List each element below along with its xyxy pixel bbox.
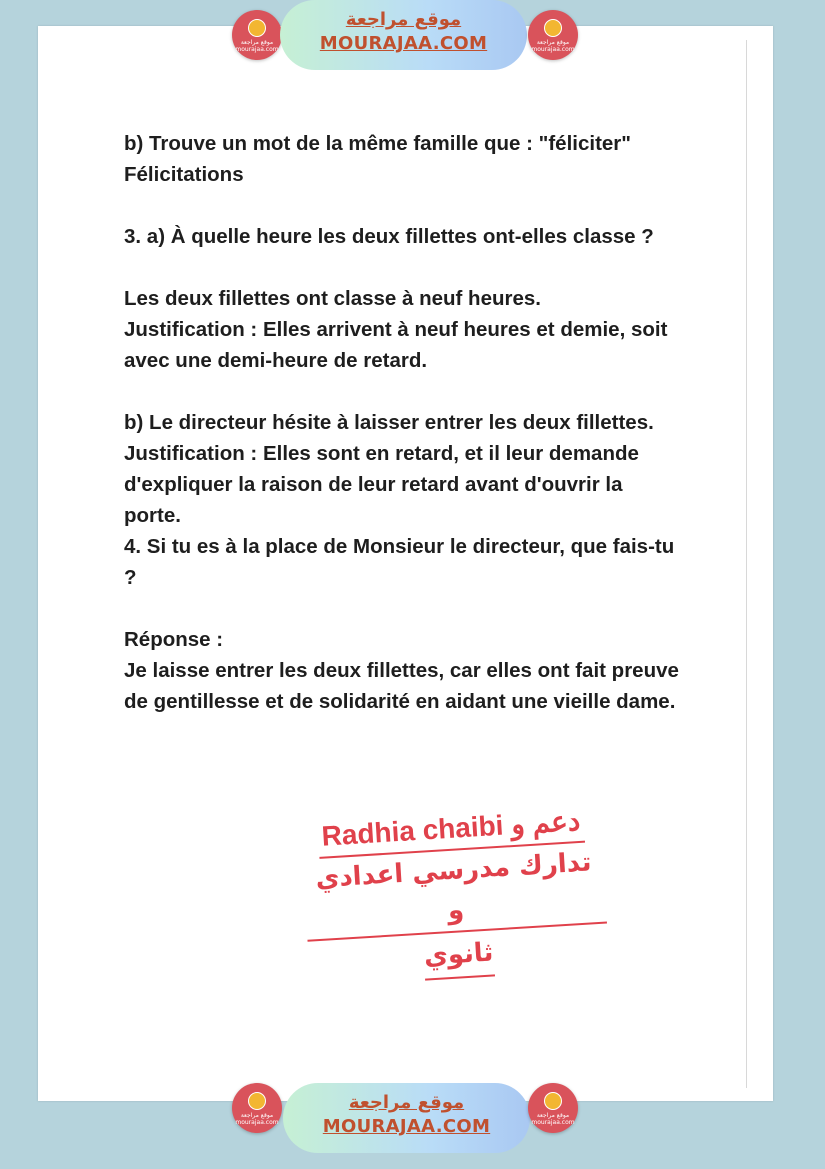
- text-line: Les deux fillettes ont classe à neuf heures.: [124, 287, 541, 310]
- banner-site-link[interactable]: MOURAJAA.COM: [319, 33, 488, 54]
- site-logo-right-top: [528, 10, 578, 60]
- site-logo-right-bottom: [528, 1083, 578, 1133]
- banner-arabic[interactable]: موقع مراجعة: [348, 1092, 465, 1113]
- logo-text: موقع مراجعة mourajaa.com: [531, 39, 575, 53]
- stamp-line: ثانوي: [423, 930, 495, 980]
- banner-arabic[interactable]: موقع مراجعة: [345, 9, 462, 30]
- text-line: 3. a) À quelle heure les deux fillettes ont-elles classe ?: [124, 225, 654, 248]
- site-logo-left-bottom: [232, 1083, 282, 1133]
- logo-icon: [248, 19, 266, 37]
- logo-icon: [544, 19, 562, 37]
- logo-icon: [544, 1092, 562, 1110]
- text-line: Justification : Elles sont en retard, et il leur demande d'expliquer la raison de leur retard avant d'ouvrir la porte.: [124, 442, 639, 527]
- banner-site-link[interactable]: MOURAJAA.COM: [322, 1116, 491, 1137]
- logo-text: موقع مراجعة mourajaa.com: [235, 39, 279, 53]
- site-banner-bottom[interactable]: [283, 1083, 530, 1153]
- text-line: Félicitations: [124, 163, 244, 186]
- text-line: b) Trouve un mot de la même famille que : "féliciter": [124, 132, 631, 155]
- logo-icon: [248, 1092, 266, 1110]
- page-divider: [746, 40, 747, 1088]
- stamp-line: تدارك مدرسي اعدادي و: [303, 842, 607, 942]
- document-content: [124, 128, 684, 717]
- text-line: Réponse :: [124, 628, 224, 651]
- text-line: Justification : Elles arrivent à neuf heures et demie, soit avec une demi-heure de retard.: [124, 318, 668, 372]
- text-line: b) Le directeur hésite à laisser entrer les deux fillettes.: [124, 411, 654, 434]
- logo-text: موقع مراجعة mourajaa.com: [531, 1112, 575, 1126]
- logo-text: موقع مراجعة mourajaa.com: [235, 1112, 279, 1126]
- stamp-line: Radhia chaibi دعم و: [316, 801, 585, 859]
- text-line: Je laisse entrer les deux fillettes, car elles ont fait preuve de gentillesse et de solidarité en aidant une vieille dame.: [124, 659, 679, 713]
- site-logo-left-top: [232, 10, 282, 60]
- site-banner-top[interactable]: [280, 0, 527, 70]
- author-stamp: [300, 800, 610, 988]
- text-line: 4. Si tu es à la place de Monsieur le directeur, que fais-tu ?: [124, 535, 675, 589]
